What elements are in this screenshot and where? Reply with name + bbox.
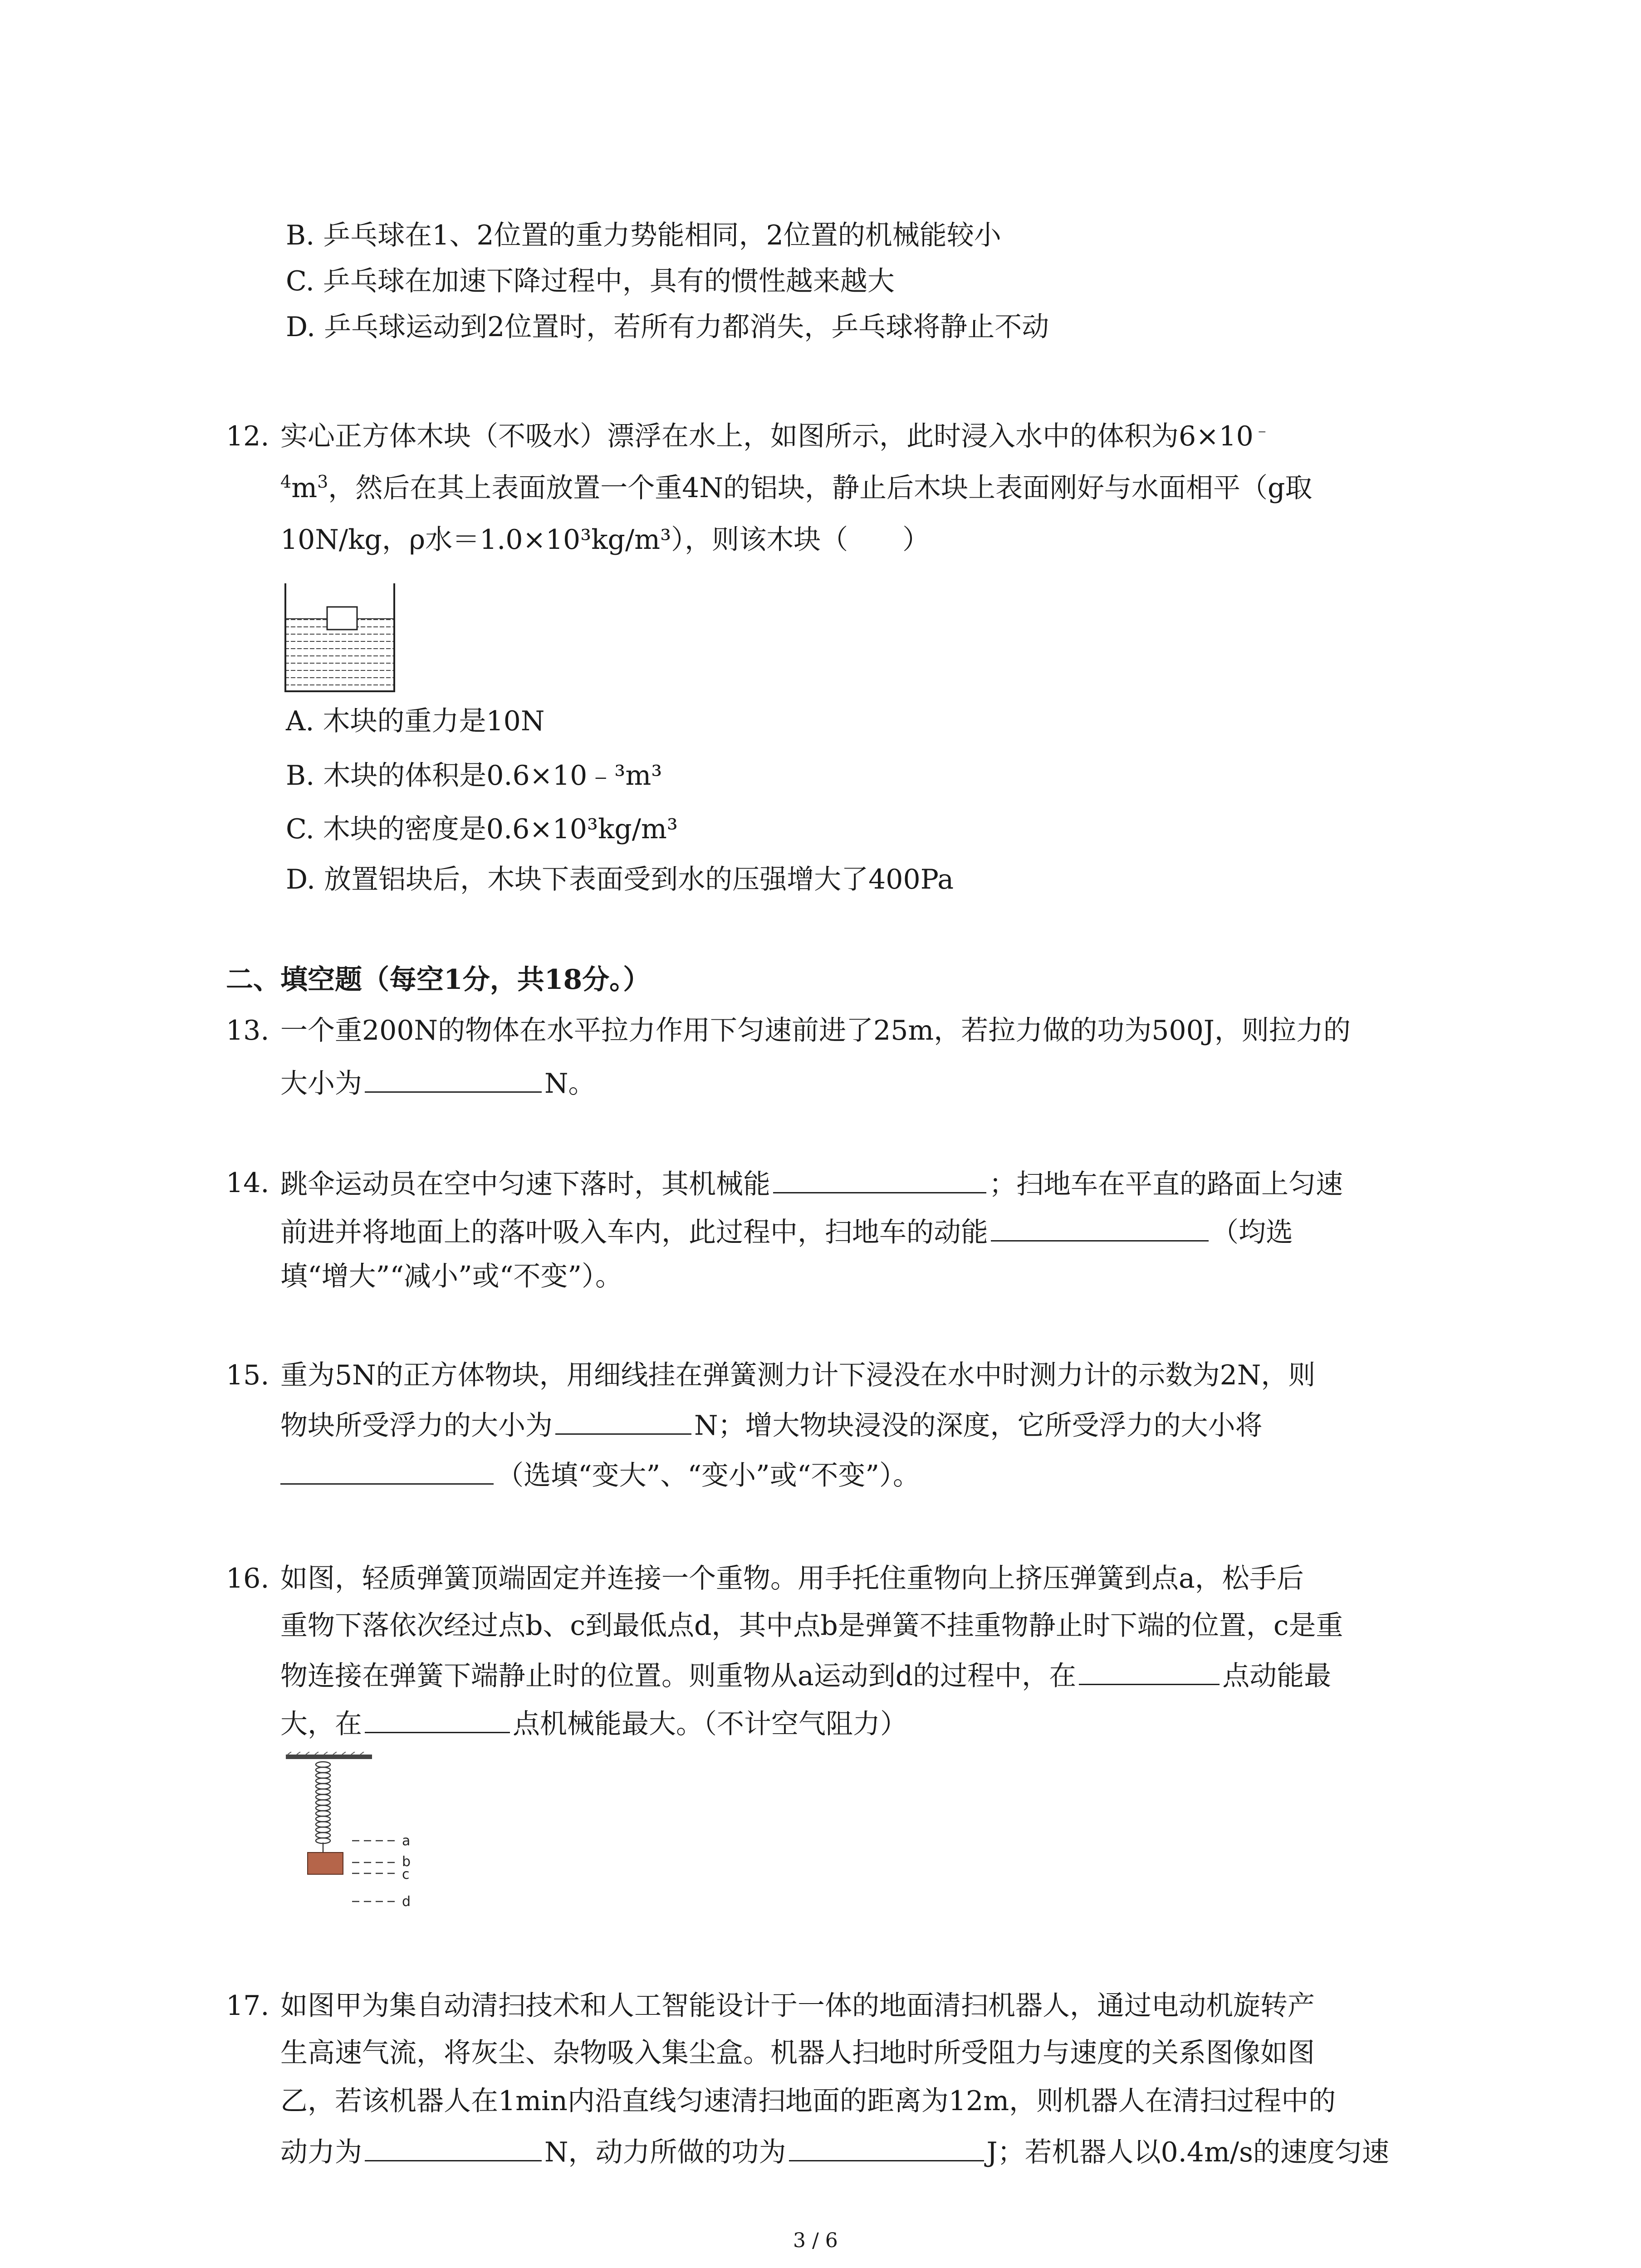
q15-answer-blank-2[interactable] xyxy=(280,1455,494,1485)
q16-answer-blank-1[interactable] xyxy=(1079,1656,1220,1685)
q17-line4-post: J；若机器人以0.4m/s的速度匀速 xyxy=(986,2136,1389,2168)
q14-line2 xyxy=(280,1212,1293,1250)
q15-number: 15. xyxy=(226,1359,269,1391)
q16-line4-post: 点机械能最大。（不计空气阻力） xyxy=(513,1708,907,1740)
beaker-figure xyxy=(284,580,397,698)
q17-line4-pre: 动力为 xyxy=(280,2136,362,2168)
q16-line4 xyxy=(280,1704,907,1742)
q14-line2-post: （均选 xyxy=(1211,1217,1293,1248)
q16-line3 xyxy=(280,1656,1331,1694)
q15-line3-post: （选填“变大”、“变小”或“不变”）。 xyxy=(496,1460,921,1491)
q12-option-c: C. 木块的密度是0.6×10³kg/m³ xyxy=(286,813,678,845)
weight-block xyxy=(308,1853,343,1874)
q12-line1-sup: ﹣ xyxy=(1253,420,1271,440)
q11-option-d: D. 乒乓球运动到2位置时，若所有力都消失，乒乓球将静止不动 xyxy=(286,311,1049,343)
q12-option-a: A. 木块的重力是10N xyxy=(286,705,545,737)
ceiling-support xyxy=(286,1755,372,1759)
q14-line1-pre: 跳伞运动员在空中匀速下落时，其机械能 xyxy=(280,1168,770,1200)
q12-line2-unit: m xyxy=(291,472,318,504)
q17-answer-blank-1[interactable] xyxy=(365,2132,542,2161)
q16-number: 16. xyxy=(226,1563,269,1594)
q16-line4-pre: 大，在 xyxy=(280,1708,362,1740)
q17-number: 17. xyxy=(226,1990,269,2022)
q16-line1: 如图，轻质弹簧顶端固定并连接一个重物。用手托住重物向上挤压弹簧到点a，松手后 xyxy=(280,1563,1304,1594)
q12-line2-sup: 3 xyxy=(317,472,328,492)
q17-line2: 生高速气流，将灰尘、杂物吸入集尘盒。机器人扫地时所受阻力与速度的关系图像如图 xyxy=(280,2037,1315,2069)
q12-line1-text: 实心正方体木块（不吸水）漂浮在水上，如图所示，此时浸入水中的体积为6×10 xyxy=(280,420,1254,452)
q13-answer-blank[interactable] xyxy=(365,1063,542,1093)
wood-block xyxy=(327,607,357,630)
q16-answer-blank-2[interactable] xyxy=(365,1704,510,1733)
q13-number: 13. xyxy=(226,1015,269,1046)
q12-line3: 10N/kg，ρ水＝1.0×10³kg/m³），则该木块（ ） xyxy=(280,524,930,556)
q13-line1: 一个重200N的物体在水平拉力作用下匀速前进了25m，若拉力做的功为500J，则拉力的 xyxy=(280,1015,1351,1046)
label-b: b xyxy=(402,1854,411,1870)
q16-line2: 重物下落依次经过点b、c到最低点d，其中点b是弹簧不挂重物静止时下端的位置，c是重 xyxy=(280,1610,1343,1642)
q13-line2-pre: 大小为 xyxy=(280,1068,362,1100)
q12-option-b: B. 木块的体积是0.6×10﹣³m³ xyxy=(286,760,662,792)
q12-line1 xyxy=(280,417,1271,455)
spring-coil xyxy=(316,1762,330,1843)
q15-answer-blank-1[interactable] xyxy=(555,1405,691,1435)
q14-answer-blank-2[interactable] xyxy=(991,1212,1209,1242)
q14-line1-post: ；扫地车在平直的路面上匀速 xyxy=(989,1168,1343,1200)
position-marks xyxy=(352,1841,398,1901)
q16-line3-post: 点动能最 xyxy=(1222,1660,1332,1692)
q14-line3: 填“增大”“减小”或“不变”）。 xyxy=(280,1261,623,1292)
q11-option-b: B. 乒乓球在1、2位置的重力势能相同，2位置的机械能较小 xyxy=(286,220,1001,251)
section-2-title: 二、填空题（每空1分，共18分。） xyxy=(226,964,651,996)
q16-line3-pre: 物连接在弹簧下端静止时的位置。则重物从a运动到d的过程中，在 xyxy=(280,1660,1077,1692)
q11-option-c: C. 乒乓球在加速下降过程中，具有的惯性越来越大 xyxy=(286,265,895,297)
q12-line2-text: ，然后在其上表面放置一个重4N的铝块，静止后木块上表面刚好与水面相平（g取 xyxy=(328,472,1313,504)
q14-answer-blank-1[interactable] xyxy=(773,1164,986,1193)
q15-line2-pre: 物块所受浮力的大小为 xyxy=(280,1410,553,1442)
q17-line4 xyxy=(280,2132,1389,2170)
q12-line2 xyxy=(280,469,1312,507)
page-number: 3 / 6 xyxy=(793,2229,838,2252)
q12-number: 12. xyxy=(226,420,269,452)
spring-figure xyxy=(281,1752,445,1920)
q12-line2-exp: 4 xyxy=(280,472,292,492)
ceiling-hatch xyxy=(288,1752,364,1755)
q15-line3 xyxy=(280,1455,920,1493)
q14-number: 14. xyxy=(226,1167,269,1199)
q13-line2 xyxy=(280,1063,596,1101)
q15-line2 xyxy=(280,1405,1263,1443)
q14-line2-pre: 前进并将地面上的落叶吸入车内，此过程中，扫地车的动能 xyxy=(280,1217,988,1248)
q15-line1: 重为5N的正方体物块，用细线挂在弹簧测力计下浸没在水中时测力计的示数为2N，则 xyxy=(280,1359,1316,1391)
label-c: c xyxy=(402,1867,410,1882)
q15-line2-post: N；增大物块浸没的深度，它所受浮力的大小将 xyxy=(694,1410,1263,1442)
label-d: d xyxy=(402,1894,411,1910)
q13-line2-post: N。 xyxy=(544,1068,596,1100)
q17-line1: 如图甲为集自动清扫技术和人工智能设计于一体的地面清扫机器人，通过电动机旋转产 xyxy=(280,1990,1315,2022)
q12-option-d: D. 放置铝块后，木块下表面受到水的压强增大了400Pa xyxy=(286,864,954,895)
q17-answer-blank-2[interactable] xyxy=(789,2132,984,2161)
q17-line4-mid: N，动力所做的功为 xyxy=(544,2136,786,2168)
q17-line3: 乙，若该机器人在1min内沿直线匀速清扫地面的距离为12m，则机器人在清扫过程中的 xyxy=(280,2085,1336,2117)
label-a: a xyxy=(402,1833,411,1849)
q14-line1 xyxy=(280,1164,1343,1202)
